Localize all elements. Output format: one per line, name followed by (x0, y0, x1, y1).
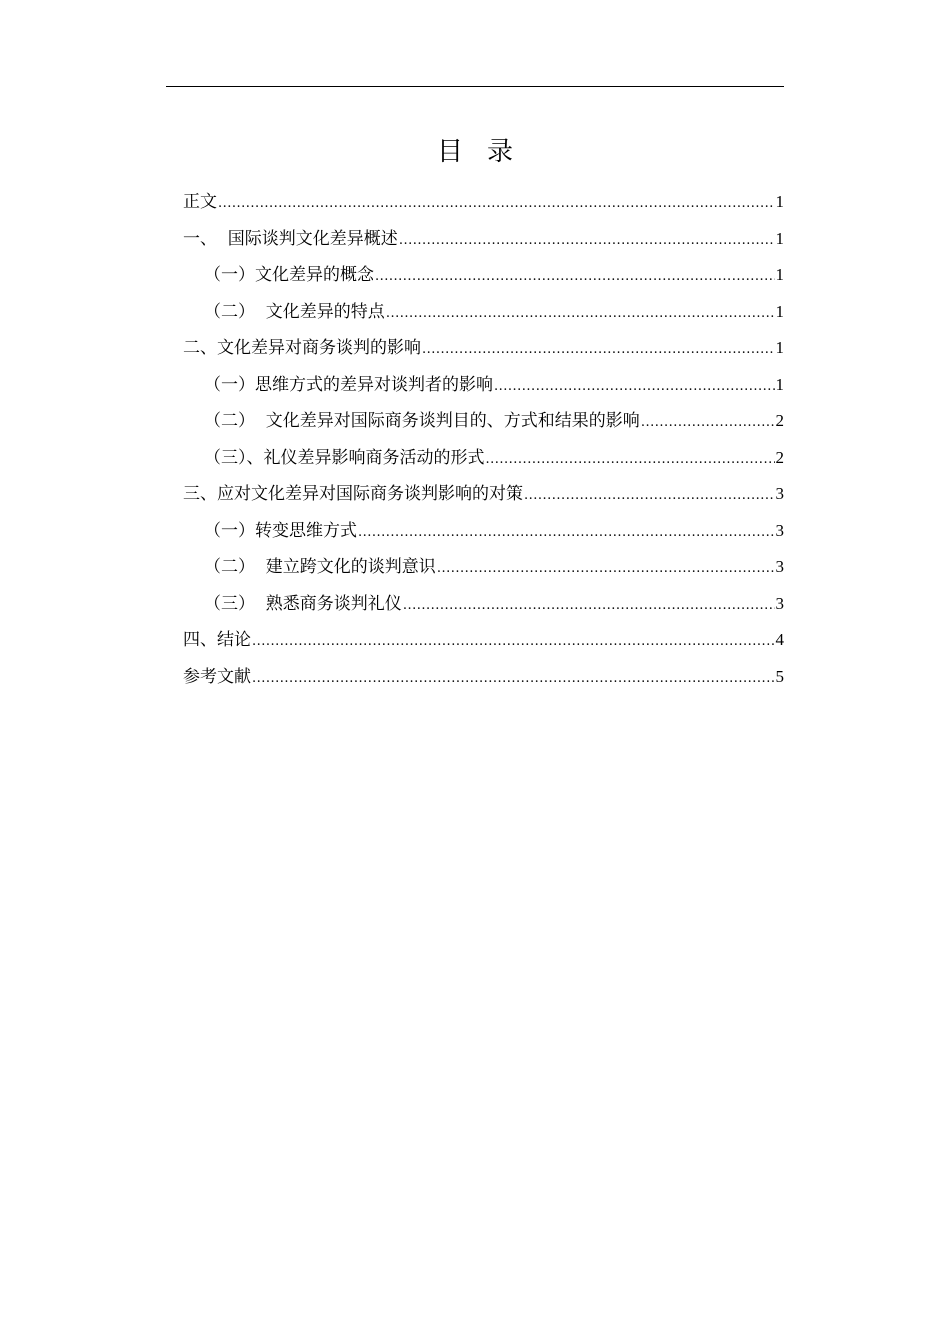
toc-entry-text: （三） 熟悉商务谈判礼仪 (204, 593, 402, 614)
toc-entry-text: 参考文献 (183, 666, 251, 687)
toc-entry[interactable] (183, 257, 784, 294)
toc-entry[interactable] (183, 184, 784, 221)
toc-dot-leader (252, 661, 775, 698)
toc-entry-text: 三、应对文化差异对国际商务谈判影响的对策 (183, 484, 523, 504)
toc-entry-text: 一、 国际谈判文化差异概述 (183, 228, 398, 249)
toc-entry-text: 二、文化差异对商务谈判的影响 (183, 338, 421, 358)
toc-entry-text: （三）、礼仪差异影响商务活动的形式 (204, 447, 485, 468)
toc-page-number: 1 (775, 192, 784, 211)
toc-entry-text: （一）文化差异的概念 (204, 265, 374, 285)
toc-entry-text: 正文 (183, 192, 217, 212)
toc-entry[interactable] (183, 586, 784, 623)
toc-page-number: 1 (775, 228, 784, 248)
toc-page-number: 3 (775, 520, 784, 540)
toc-entry[interactable] (183, 440, 784, 477)
header-rule (166, 86, 784, 87)
toc-entry-text: （二） 文化差异的特点 (204, 301, 385, 322)
toc-dot-leader (641, 405, 775, 442)
toc-entry[interactable] (183, 367, 784, 404)
toc-dot-leader (252, 624, 775, 661)
toc-entry[interactable] (183, 330, 784, 367)
toc-dot-leader (422, 332, 775, 369)
toc-entry-text: （二） 文化差异对国际商务谈判目的、方式和结果的影响 (204, 411, 640, 431)
toc-entry[interactable] (183, 622, 784, 659)
toc-entry[interactable] (183, 221, 784, 258)
toc-entry-text: （一）转变思维方式 (204, 520, 357, 541)
toc-page-number: 1 (775, 338, 784, 357)
toc-page-number: 2 (775, 447, 784, 467)
toc-page-number: 4 (775, 630, 784, 649)
toc-dot-leader (375, 259, 775, 296)
toc-page-number: 5 (775, 666, 784, 686)
toc-entry[interactable] (183, 294, 784, 331)
toc-list (183, 184, 784, 695)
toc-dot-leader (437, 551, 775, 588)
toc-entry-text: 四、结论 (183, 630, 251, 650)
toc-page-number: 1 (775, 301, 784, 321)
toc-dot-leader (524, 478, 775, 515)
toc-entry-text: （二） 建立跨文化的谈判意识 (204, 557, 436, 577)
toc-page-number: 3 (775, 484, 784, 503)
toc-page-number: 3 (775, 557, 784, 576)
toc-page-number: 2 (775, 411, 784, 430)
toc-entry[interactable] (183, 513, 784, 550)
toc-entry[interactable] (183, 403, 784, 440)
toc-title: 目录 (436, 137, 537, 167)
toc-dot-leader (486, 442, 775, 479)
toc-entry-text: （一）思维方式的差异对谈判者的影响 (204, 374, 493, 395)
toc-page-number: 3 (775, 593, 784, 613)
toc-dot-leader (403, 588, 775, 625)
toc-entry[interactable] (183, 476, 784, 513)
toc-dot-leader (218, 186, 775, 223)
toc-dot-leader (399, 223, 775, 260)
toc-dot-leader (386, 296, 775, 333)
toc-dot-leader (494, 369, 775, 406)
toc-dot-leader (358, 515, 775, 552)
toc-page-number: 1 (775, 265, 784, 284)
toc-page-number: 1 (775, 374, 784, 394)
toc-entry[interactable] (183, 659, 784, 696)
toc-entry[interactable] (183, 549, 784, 586)
